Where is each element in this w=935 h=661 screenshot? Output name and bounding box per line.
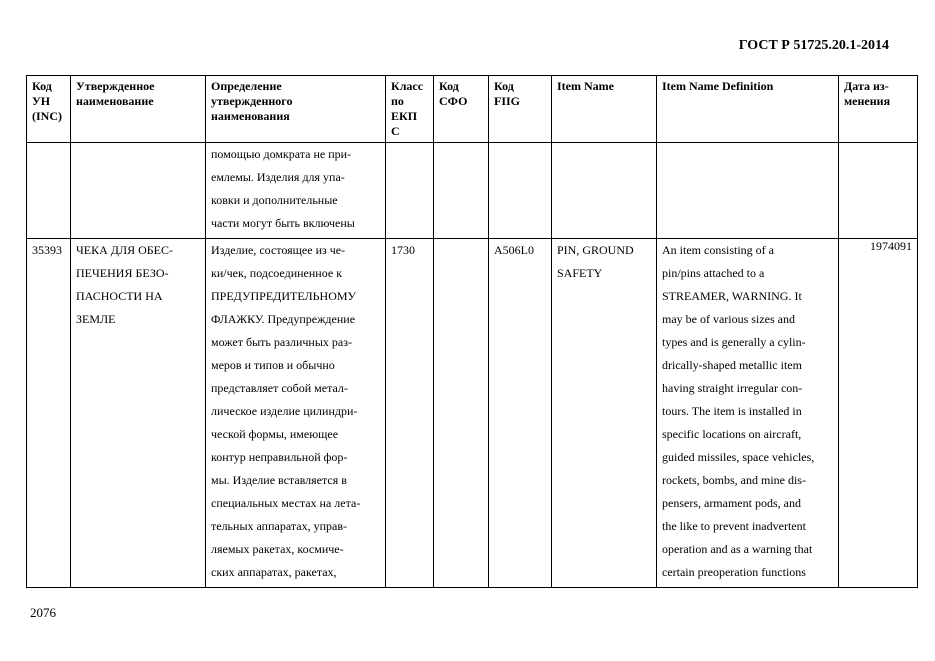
cell-definition: помощью домкрата не при- емлемы. Изделия для упа- ковки и дополнительные части могут быть включены (206, 143, 386, 239)
col-header-item-name: Item Name (552, 76, 657, 143)
catalog-table (26, 75, 918, 588)
document-standard-number: ГОСТ Р 51725.20.1-2014 (738, 38, 889, 53)
table-row-continued (27, 143, 918, 239)
col-header-class: Класс по ЕКП С (386, 76, 434, 143)
cell-inc (27, 143, 71, 239)
cell-item-name: PIN, GROUND SAFETY (552, 239, 657, 588)
col-header-change-date: Дата из- менения (839, 76, 918, 143)
col-header-sfo: Код СФО (434, 76, 489, 143)
cell-approved-name (71, 143, 206, 239)
cell-item-definition: An item consisting of a pin/pins attached to a STREAMER, WARNING. It may be of various sizes and types and is generally a cylin- drically-shaped metallic item having straight irregular con- tours. The item is installed in specific locations on aircraft, guided missiles, space vehicles, rockets, bombs, and mine dis- pensers, armament pods, and the like to prevent inadvertent operation and as a warning that certain preoperation functions (657, 239, 839, 588)
cell-sfo (434, 143, 489, 239)
cell-inc: 35393 (27, 239, 71, 588)
cell-class: 1730 (386, 239, 434, 588)
table-header-row (27, 76, 918, 143)
cell-sfo (434, 239, 489, 588)
cell-class (386, 143, 434, 239)
col-header-fiig: Код FIIG (489, 76, 552, 143)
col-header-definition: Определение утвержденного наименования (206, 76, 386, 143)
col-header-item-definition: Item Name Definition (657, 76, 839, 143)
table-row (27, 239, 918, 588)
cell-fiig (489, 143, 552, 239)
cell-fiig: A506L0 (489, 239, 552, 588)
cell-approved-name: ЧЕКА ДЛЯ ОБЕС- ПЕЧЕНИЯ БЕЗО- ПАСНОСТИ НА ЗЕМЛЕ (71, 239, 206, 588)
cell-definition: Изделие, состоящее из че- ки/чек, подсоединенное к ПРЕДУПРЕДИТЕЛЬНОМУ ФЛАЖКУ. Предупреждение может быть различных раз- меров и типов и обычно представляет собой метал- лическое изделие цилиндри- ческой формы, имеющее контур неправильной фор- мы. Изделие вставляется в специальных местах на лета- тельных аппаратах, управ- ляемых ракетах, космиче- ских аппаратах, ракетах, (206, 239, 386, 588)
page-number: 2076 (30, 605, 56, 620)
cell-change-date: 1974091 (839, 239, 918, 588)
cell-item-name (552, 143, 657, 239)
cell-change-date (839, 143, 918, 239)
col-header-inc: Код УН (INC) (27, 76, 71, 143)
cell-item-definition (657, 143, 839, 239)
col-header-approved-name: Утвержденное наименование (71, 76, 206, 143)
